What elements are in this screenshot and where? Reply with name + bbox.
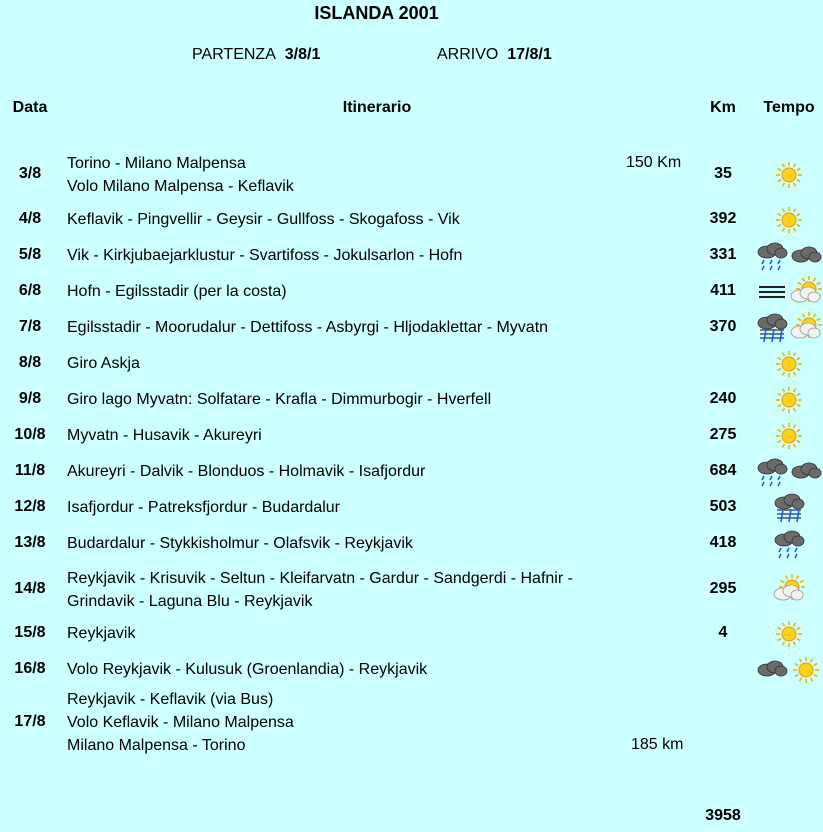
sun-icon — [790, 654, 822, 686]
itinerary-line: Giro lago Myvatn: Solfatare - Krafla - Dimmurbogir - Hverfell — [67, 391, 492, 408]
row-weather — [755, 618, 823, 650]
row-weather — [755, 654, 823, 686]
row-itinerary — [67, 496, 697, 519]
row-itinerary — [67, 658, 697, 681]
row-date: 11/8 — [14, 462, 46, 479]
column-header-itinerary: Itinerario — [342, 99, 412, 116]
sun-icon — [773, 384, 805, 416]
table-row — [0, 460, 823, 484]
table-row — [0, 352, 823, 376]
row-weather — [755, 528, 823, 560]
cloud-icon — [790, 240, 822, 272]
table-row — [0, 244, 823, 268]
column-header-date: Data — [12, 99, 48, 116]
row-weather — [755, 574, 823, 606]
sun-cloud-icon — [790, 276, 822, 308]
table-row — [0, 567, 823, 613]
rain-fog-icon — [756, 312, 788, 344]
row-weather — [755, 492, 823, 524]
sun-cloud-icon — [773, 574, 805, 606]
departure-label: PARTENZA — [192, 46, 276, 63]
table-row — [0, 688, 823, 758]
rain-icon — [756, 456, 788, 488]
sun-icon — [773, 618, 805, 650]
table-row — [0, 658, 823, 682]
row-km: 418 — [709, 534, 737, 551]
itinerary-line: Grindavik - Laguna Blu - Reykjavik — [67, 593, 313, 610]
rain-fog-icon — [773, 492, 805, 524]
cloud-icon — [756, 654, 788, 686]
row-date: 14/8 — [14, 580, 46, 597]
total-km: 3958 — [705, 807, 741, 824]
table-row — [0, 496, 823, 520]
table-row — [0, 532, 823, 556]
itinerary-line: Keflavik - Pingvellir - Geysir - Gullfoss - Skogafoss - Vik — [67, 211, 460, 228]
row-itinerary — [67, 424, 697, 447]
sun-icon — [773, 348, 805, 380]
row-itinerary — [67, 152, 697, 198]
row-itinerary — [67, 244, 697, 267]
row-weather — [755, 276, 823, 308]
itinerary-line: Volo Reykjavik - Kulusuk (Groenlandia) - Reykjavik — [67, 661, 428, 678]
row-date: 9/8 — [18, 390, 42, 407]
itinerary-line: Torino - Milano Malpensa — [67, 155, 246, 172]
itinerary-line: Reykjavik — [67, 625, 136, 642]
table-row — [0, 152, 823, 198]
row-km: 331 — [709, 246, 737, 263]
row-km: 684 — [709, 462, 737, 479]
itinerary-line: Akureyri - Dalvik - Blonduos - Holmavik - Isafjordur — [67, 463, 426, 480]
table-row — [0, 316, 823, 340]
row-date: 6/8 — [18, 282, 42, 299]
arrival-label: ARRIVO — [437, 46, 499, 63]
itinerary-line: Isafjordur - Patreksfjordur - Budardalur — [67, 499, 340, 516]
row-km: 4 — [718, 624, 728, 641]
row-date: 17/8 — [14, 713, 46, 730]
arrival-value: 17/8/1 — [507, 46, 552, 63]
row-itinerary — [67, 567, 697, 613]
itinerary-line: Volo Keflavik - Milano Malpensa — [67, 714, 294, 731]
itinerary-line: Volo Milano Malpensa - Keflavik — [67, 178, 294, 195]
row-weather — [755, 456, 823, 488]
row-weather — [755, 240, 823, 272]
table-row — [0, 388, 823, 412]
row-km: 411 — [710, 282, 736, 299]
row-distance-note: 185 km — [631, 736, 684, 753]
itinerary-line: Milano Malpensa - Torino — [67, 737, 246, 754]
cloud-icon — [790, 456, 822, 488]
table-row — [0, 424, 823, 448]
column-header-weather: Tempo — [763, 99, 815, 116]
row-weather — [755, 384, 823, 416]
row-date: 5/8 — [18, 246, 42, 263]
row-date: 7/8 — [18, 318, 42, 335]
row-itinerary — [67, 280, 697, 303]
row-date: 12/8 — [14, 498, 46, 515]
sun-icon — [773, 204, 805, 236]
sun-icon — [773, 420, 805, 452]
row-itinerary — [67, 622, 697, 645]
row-itinerary — [67, 316, 697, 339]
row-itinerary — [67, 208, 697, 231]
itinerary-line: Egilsstadir - Moorudalur - Dettifoss - Asbyrgi - Hljodaklettar - Myvatn — [67, 319, 549, 336]
table-row — [0, 208, 823, 232]
row-date: 10/8 — [14, 426, 46, 443]
row-date: 4/8 — [18, 210, 42, 227]
row-date: 15/8 — [14, 624, 46, 641]
row-date: 8/8 — [18, 354, 42, 371]
row-km: 392 — [709, 210, 737, 227]
fog-icon — [756, 276, 788, 308]
row-km: 275 — [709, 426, 737, 443]
departure-value: 3/8/1 — [284, 46, 321, 63]
row-weather — [755, 707, 823, 739]
itinerary-line: Hofn - Egilsstadir (per la costa) — [67, 283, 287, 300]
rain-icon — [756, 240, 788, 272]
itinerary-line: Myvatn - Husavik - Akureyri — [67, 427, 262, 444]
row-itinerary — [67, 688, 697, 757]
sun-icon — [773, 159, 805, 191]
row-km: 35 — [714, 165, 732, 182]
row-itinerary — [67, 388, 697, 411]
table-row — [0, 280, 823, 304]
row-weather — [755, 204, 823, 236]
row-km: 503 — [709, 498, 737, 515]
itinerary-line: Giro Askja — [67, 355, 140, 372]
row-itinerary — [67, 532, 697, 555]
itinerary-line: Reykjavik - Keflavik (via Bus) — [67, 691, 274, 708]
row-km: 295 — [709, 580, 737, 597]
arrival — [437, 46, 552, 64]
row-itinerary — [67, 352, 697, 375]
row-km: 240 — [709, 390, 737, 407]
row-itinerary — [67, 460, 697, 483]
row-distance-note: 150 Km — [626, 154, 682, 171]
row-date: 3/8 — [18, 165, 42, 182]
sun-cloud-icon — [790, 312, 822, 344]
row-date: 13/8 — [14, 534, 46, 551]
itinerary-line: Reykjavik - Krisuvik - Seltun - Kleifarvatn - Gardur - Sandgerdi - Hafnir - — [67, 570, 573, 587]
row-weather — [755, 159, 823, 191]
column-header-km: Km — [710, 99, 736, 116]
page-title: ISLANDA 2001 — [314, 3, 439, 23]
rain-icon — [773, 528, 805, 560]
row-weather — [755, 420, 823, 452]
row-weather — [755, 312, 823, 344]
row-date: 16/8 — [14, 660, 46, 677]
itinerary-line: Budardalur - Stykkisholmur - Olafsvik - Reykjavik — [67, 535, 413, 552]
departure — [192, 46, 320, 64]
row-weather — [755, 348, 823, 380]
itinerary-line: Vik - Kirkjubaejarklustur - Svartifoss - Jokulsarlon - Hofn — [67, 247, 463, 264]
row-km: 370 — [709, 318, 737, 335]
table-row — [0, 622, 823, 646]
